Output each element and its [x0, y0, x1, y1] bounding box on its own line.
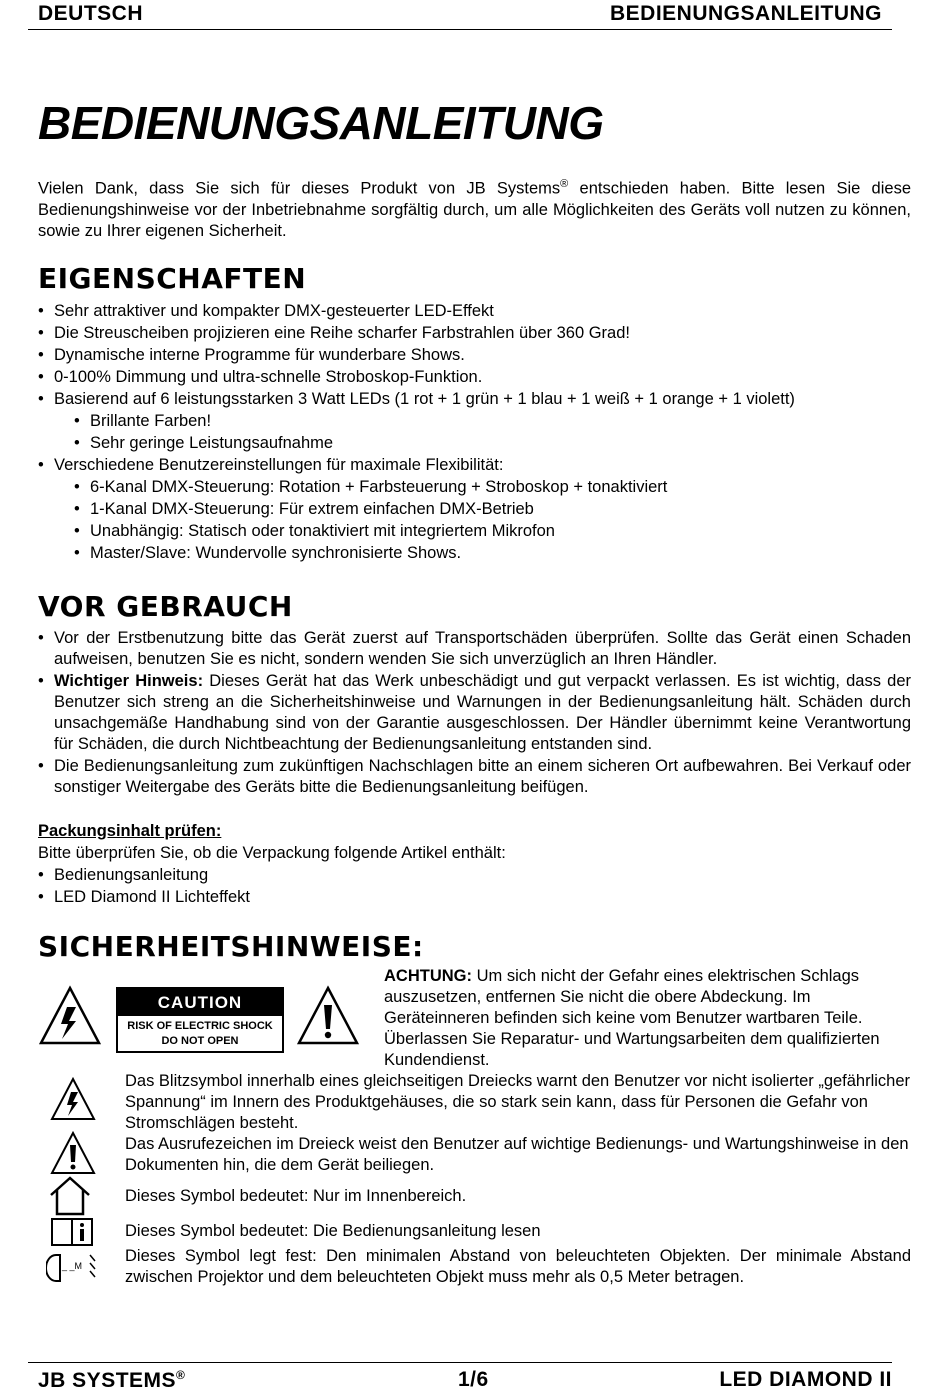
important-note-text: Dieses Gerät hat das Werk unbeschädigt und gut verpackt verlassen. Es ist wichtig, dass der Benutzer sich streng an die Sicherheitshinweise und Warnungen in der Bedienungsanleitung hält. Schäden durch unsachgemäße Handhabung sind von der Garantie ausgeschlossen. Der Händler übernimmt keine Verantwortung für Schäden, die durch Nichtbeachtung der Bedienungsanleitung entstanden sind. [54, 671, 911, 754]
caution-line-1: RISK OF ELECTRIC SHOCK [127, 1020, 273, 1032]
footer-registered-mark: ® [176, 1368, 186, 1382]
list-item: • Die Streuscheiben projizieren eine Reihe scharfer Farbstrahlen über 360 Grad! [38, 322, 911, 344]
lightning-warning-icon [38, 985, 102, 1047]
list-item: • Dynamische interne Programme für wunderbare Shows. [38, 344, 911, 366]
safety-heading: SICHERHEITSHINWEISE: [38, 930, 424, 963]
package-intro: Bitte überprüfen Sie, ob die Verpackung folgende Artikel enthält: [38, 844, 506, 862]
warning-label: ACHTUNG: [384, 967, 472, 985]
footer-brand [38, 1368, 185, 1393]
lightning-symbol-icon [50, 1077, 96, 1123]
read-manual-icon [50, 1217, 94, 1247]
intro-text-end: entschieden haben. Bitte lesen Sie diese Bedienungshinweise vor der Inbetriebnahme sorgfältig durch, um alle Möglichkeiten des Geräts voll nutzen zu können, sowie zu Ihrer eigenen Sicherheit. [38, 179, 911, 240]
sub-list-item: • Sehr geringe Leistungsaufnahme [74, 432, 911, 454]
minimum-distance-icon [46, 1249, 98, 1285]
footer-brand-text: JB SYSTEMS [38, 1369, 177, 1392]
package-heading: Packungsinhalt prüfen: [38, 822, 222, 840]
caution-label [116, 987, 284, 1053]
list-item: • LED Diamond II Lichteffekt [38, 886, 638, 908]
list-item: • Vor der Erstbenutzung bitte das Gerät zuerst auf Transportschäden überprüfen. Sollte das Gerät einen Schaden aufweisen, benutzen Sie es nicht, sondern wenden Sie sich unverzüglich an Ihren Händler. [38, 628, 911, 671]
manual-explanation: Dieses Symbol bedeutet: Die Bedienungsanleitung lesen [125, 1222, 541, 1240]
page-footer [28, 1362, 892, 1398]
exclamation-warning-icon [296, 985, 360, 1047]
sub-list-item: • 1-Kanal DMX-Steuerung: Für extrem einfachen DMX-Betrieb [74, 498, 911, 520]
warning-body: Um sich nicht der Gefahr eines elektrischen Schlags auszusetzen, entfernen Sie nicht die obere Abdeckung. Im Geräteinneren befinden sich keine vom Benutzer wartbaren Teile. Überlassen Sie Reparatur- und Wartungsarbeiten dem qualifizierten Kundendienst. [384, 967, 880, 1069]
sub-list-item: • Brillante Farben! [74, 410, 911, 432]
registered-mark: ® [560, 178, 569, 190]
exclamation-explanation: Das Ausrufezeichen im Dreieck weist den Benutzer auf wichtige Bedienungs- und Wartungshinweise in den Dokumenten hin, die dem Gerät beiliegen. [125, 1135, 909, 1174]
page-number: 1/6 [458, 1368, 489, 1391]
lightning-explanation: Das Blitzsymbol innerhalb eines gleichseitigen Dreiecks warnt den Benutzer vor nicht isolierter „gefährlicher Spannung“ im Innern des Produktgehäuses, die so stark sein kann, dass für Personen die Gefahr von Stromschlägen besteht. [125, 1072, 911, 1132]
page-title: BEDIENUNGSANLEITUNG [38, 97, 604, 149]
list-item: • Basierend auf 6 leistungsstarken 3 Watt LEDs (1 rot + 1 grün + 1 blau + 1 weiß + 1 orange + 1 violett) [38, 388, 911, 410]
before-use-list [38, 628, 911, 798]
warning-text [384, 966, 910, 1071]
important-note-label: Wichtiger Hinweis: [54, 671, 204, 690]
list-item: • Sehr attraktiver und kompakter DMX-gesteuerter LED-Effekt [38, 300, 911, 322]
caution-title: CAUTION [118, 989, 282, 1016]
sub-list-item: • Master/Slave: Wundervolle synchronisierte Shows. [74, 542, 911, 564]
intro-paragraph [38, 174, 911, 242]
exclamation-symbol-icon [50, 1131, 96, 1177]
indoor-only-icon [48, 1175, 92, 1217]
list-item: • Verschiedene Benutzereinstellungen für maximale Flexibilität: [38, 454, 911, 476]
list-item: • Bedienungsanleitung [38, 864, 638, 886]
package-contents [38, 820, 638, 908]
header-language: DEUTSCH [38, 2, 144, 25]
sub-list-item: • 6-Kanal DMX-Steuerung: Rotation + Farbsteuerung + Stroboskop + tonaktiviert [74, 476, 911, 498]
features-heading: EIGENSCHAFTEN [38, 262, 307, 295]
list-item [38, 671, 911, 756]
intro-text-start: Vielen Dank, dass Sie sich für dieses Produkt von JB Systems [38, 179, 561, 198]
before-use-heading: VOR GEBRAUCH [38, 590, 293, 623]
caution-text [118, 1016, 282, 1049]
distance-icon-label: _ _M [62, 1261, 83, 1271]
distance-explanation: Dieses Symbol legt fest: Den minimalen Abstand von beleuchteten Objekten. Der minimale Abstand zwischen Projektor und dem beleuchteten Objekt muss mehr als 0,5 Meter betragen. [125, 1247, 911, 1286]
list-item: • 0-100% Dimmung und ultra-schnelle Stroboskop-Funktion. [38, 366, 911, 388]
features-list [38, 300, 911, 564]
page-header [28, 0, 892, 30]
indoor-explanation: Dieses Symbol bedeutet: Nur im Innenbereich. [125, 1187, 467, 1205]
list-item: • Die Bedienungsanleitung zum zukünftigen Nachschlagen bitte an einem sicheren Ort aufbewahren. Bei Verkauf oder sonstiger Weitergabe des Geräts bitte die Bedienungsanleitung beifügen. [38, 756, 911, 799]
header-doc-type: BEDIENUNGSANLEITUNG [609, 2, 882, 25]
sub-list-item: • Unabhängig: Statisch oder tonaktiviert mit integriertem Mikrofon [74, 520, 911, 542]
footer-product: LED DIAMOND II [719, 1368, 892, 1391]
caution-line-2: DO NOT OPEN [161, 1035, 239, 1047]
